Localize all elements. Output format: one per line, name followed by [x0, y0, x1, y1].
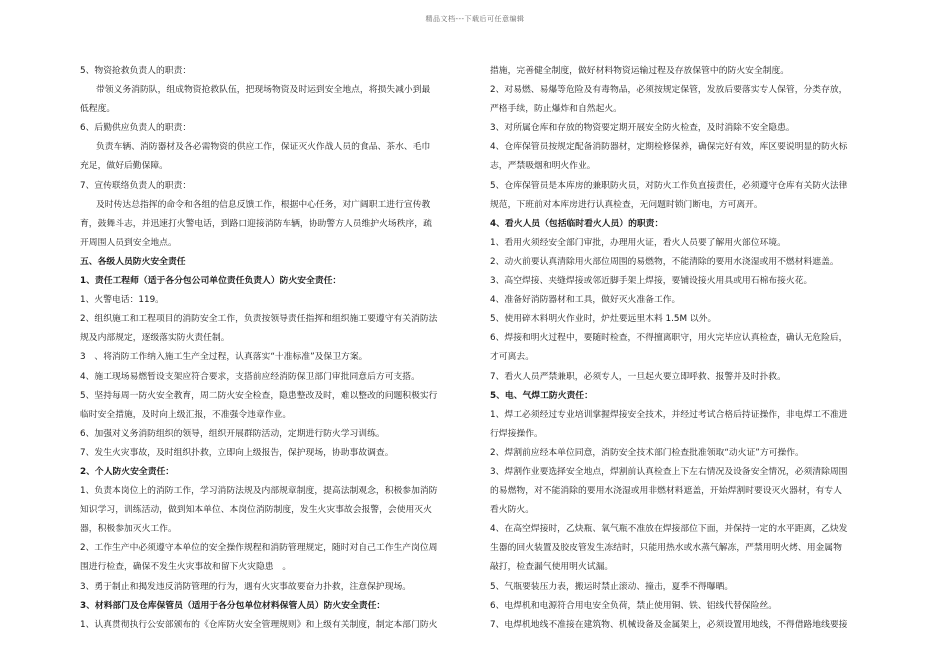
left-text-line: 6、加强对义务消防组织的领导，组织开展群防活动，定期进行防火学习训练。 — [80, 428, 385, 439]
page-header-note: 精品文档---下载后可任意编辑 — [425, 15, 525, 23]
right-text-line: 2、动火前要认真清除用火部位周围的易燃物，不能清除的要用水浇湿或用不燃材料遮盖。 — [490, 256, 839, 267]
right-column — [490, 62, 898, 635]
right-text-line: 4、在高空焊接时，乙炔瓶、氧气瓶不准放在焊接部位下面，并保持一定的水平距离，乙炔发 — [490, 524, 848, 535]
right-text-line: 1、看用火须经安全部门审批，办理用火证，看火人员要了解用火部位环境。 — [490, 237, 786, 248]
left-text-line: 7、宣传联络负责人的职责： — [80, 180, 192, 191]
left-heading: 1、责任工程师（适于各分包公司单位责任负责人）防火安全责任： — [80, 276, 342, 287]
right-text-line: 志，严禁吸烟和明火作业。 — [490, 161, 596, 172]
right-text-line: 5、气瓶要装压力表，搬运时禁止滚动、撞击，夏季不得曝晒。 — [490, 581, 734, 592]
right-text-line: 2、焊割前应经本单位同意，消防安全技术部门检查批准领取“动火证”方可操作。 — [490, 447, 804, 458]
left-text-line: 5、物资抢救负责人的职责： — [80, 66, 192, 76]
left-text-line: 临时安全措施，及时向上级汇报，不准强令违章作业。 — [80, 409, 292, 420]
right-text-line: 措施，完善健全制度，做好材料物资运输过程及存放保管中的防火安全制度。 — [490, 66, 790, 76]
right-text-line: 1、焊工必须经过专业培训掌握焊接安全技术，并经过考试合格后持证操作，非电焊工不准进 — [490, 409, 848, 420]
right-text-line: 5、仓库保管员是本库房的兼职防火员，对防火工作负直接责任，必须遵守仓库有关防火法律 — [490, 180, 848, 191]
left-text-line: 充足，做好后勤保障。 — [80, 161, 168, 172]
left-text-line: 2、工作生产中必须遵守本单位的安全操作规程和消防管理规定，随时对自己工作生产岗位周 — [80, 543, 438, 554]
left-text-line: 2、组织施工和工程项目的消防安全工作，负责按领导责任指挥和组织施工要遵守有关消防法 — [80, 314, 438, 325]
right-text-line: 才可离去。 — [490, 352, 534, 363]
left-text-line: 1、认真贯彻执行公安部颁布的《仓库防火安全管理规则》和上级有关制度，制定本部门防火 — [80, 619, 438, 630]
left-column — [80, 62, 480, 635]
right-text-line: 2、对易燃、易爆等危险及有毒物品，必须按规定保管，发放后要落实专人保管，分类存放， — [490, 85, 848, 96]
right-text-line: 行焊接操作。 — [490, 428, 543, 439]
left-text-line: 3、勇于制止和揭发违反消防管理的行为，遇有火灾事故要奋力扑救，注意保护现场。 — [80, 581, 412, 592]
left-text-line: 5、坚持每周一防火安全教育，周二防火安全检查，隐患整改及时，难以整改的问题积极实行 — [80, 390, 438, 401]
left-text-line: 器，积极参加灭火工作。 — [80, 524, 177, 535]
right-text-line: 生器的回火装置及胶皮管发生冻结时，只能用热水或水蒸气解冻，严禁用明火烤、用金属物 — [490, 543, 842, 554]
left-text-line: 开周围人员到安全地点。 — [80, 237, 177, 248]
left-text-line: 及时传达总指挥的命令和各组的信息反馈工作，根据中心任务，对广阔职工进行宣传教 — [96, 199, 431, 210]
right-text-line: 3、高空焊接、夹缝焊接或邻近脚手架上焊接，要铺设接火用具或用石棉布接火花。 — [490, 276, 813, 287]
right-text-line: 的易燃物，对不能消除的要用水浇湿或用非燃材料遮盖，开始焊割时要设灭火器材，有专人 — [490, 486, 842, 497]
left-text-line: 负责车辆、消防器材及各必需物资的供应工作，保证灭火作战人员的食品、茶水、毛巾 — [96, 142, 431, 153]
left-text-line: 低程度。 — [80, 104, 116, 115]
right-text-line: 5、使用碎木料明火作业时，炉灶要远里木料 1.5M 以外。 — [490, 314, 717, 325]
left-text-line: 1、负责本岗位上的消防工作，学习消防法规及内部规章制度，提高法制观念，积极参加消防 — [80, 486, 438, 497]
left-text-line: 1、火警电话：119。 — [80, 295, 164, 306]
left-text-line: 7、发生火灾事故，及时组织扑救，立即向上级报告，保护现场，协助事故调查。 — [80, 447, 394, 458]
left-text-line: 3 、将消防工作纳入施工生产全过程，认真落实“十准标准”及保卫方案。 — [80, 352, 368, 363]
left-text-line: 知识学习，训练活动，做到知本单位、本岗位消防制度，发生火灾事故会报警，会使用灭火 — [80, 505, 432, 516]
left-text-line: 育，鼓舞斗志，并迅速打火警电话，到路口迎接消防车辆，协助警方人员维护火场秩序，疏 — [80, 218, 432, 229]
right-text-line: 严格手续，防止爆炸和自然起火。 — [490, 104, 622, 115]
right-text-line: 3、焊割作业要选择安全地点，焊割前认真检查上下左右情况及设备安全情况，必须清除周围 — [490, 466, 848, 477]
left-text-line: 4、施工现场易燃暂设支架应符合要求，支搭前应经消防保卫部门审批同意后方可支搭。 — [80, 371, 420, 382]
left-heading: 2、个人防火安全责任： — [80, 466, 175, 477]
right-text-line: 6、电焊机和电源符合用电安全负荷，禁止使用铜、铁、铝线代替保险丝。 — [490, 600, 778, 611]
left-text-line: 围进行检查，确保不发生火灾事故和留下火灾隐患 。 — [80, 562, 292, 573]
left-heading: 五、各级人员防火安全责任 — [80, 256, 186, 267]
left-text-line: 6、后勤供应负责人的职责： — [80, 123, 192, 134]
right-heading: 5、电、气焊工防火责任： — [490, 390, 593, 401]
left-text-line: 带领义务消防队，组成物资抢救队伍，把现场物资及时运到安全地点，将损失减小到最 — [96, 85, 431, 96]
right-heading: 4、看火人员（包括临时看火人员）的职责： — [490, 218, 664, 229]
right-text-line: 7、看火人员严禁兼职，必须专人，一旦起火要立即呼救、报警并及时扑救。 — [490, 371, 786, 382]
right-text-line: 4、仓库保管员按规定配备消防器材，定期检修保养，确保完好有效，库区要说明显的防火标 — [490, 142, 848, 153]
left-heading: 3、材料部门及仓库保管员（适用于各分包单位材料保管人员）防火安全责任： — [80, 600, 386, 611]
right-text-line: 3、对所属仓库和存放的物资要定期开展安全防火检查，及时消除不安全隐患。 — [490, 123, 795, 134]
right-text-line: 6、焊接和明火过程中，要随时检查，不得擅离职守，用火完毕应认真检查，确认无危险后， — [490, 333, 848, 344]
right-text-line: 敲打，检查漏气使用明火试漏。 — [490, 562, 614, 573]
right-text-line: 7、电焊机地线不准接在建筑物、机械设备及金属架上，必须设置用地线，不得借路地线要接 — [490, 619, 848, 630]
right-text-line: 看火防火。 — [490, 505, 534, 516]
right-text-line: 4、准备好消防器材和工具，做好灭火准备工作。 — [490, 295, 681, 306]
right-text-line: 规范，下班前对本库房进行认真检查，无问题时锁门断电，方可离开。 — [490, 199, 763, 210]
left-text-line: 规及内部规定，逐级落实防火责任制。 — [80, 333, 230, 344]
